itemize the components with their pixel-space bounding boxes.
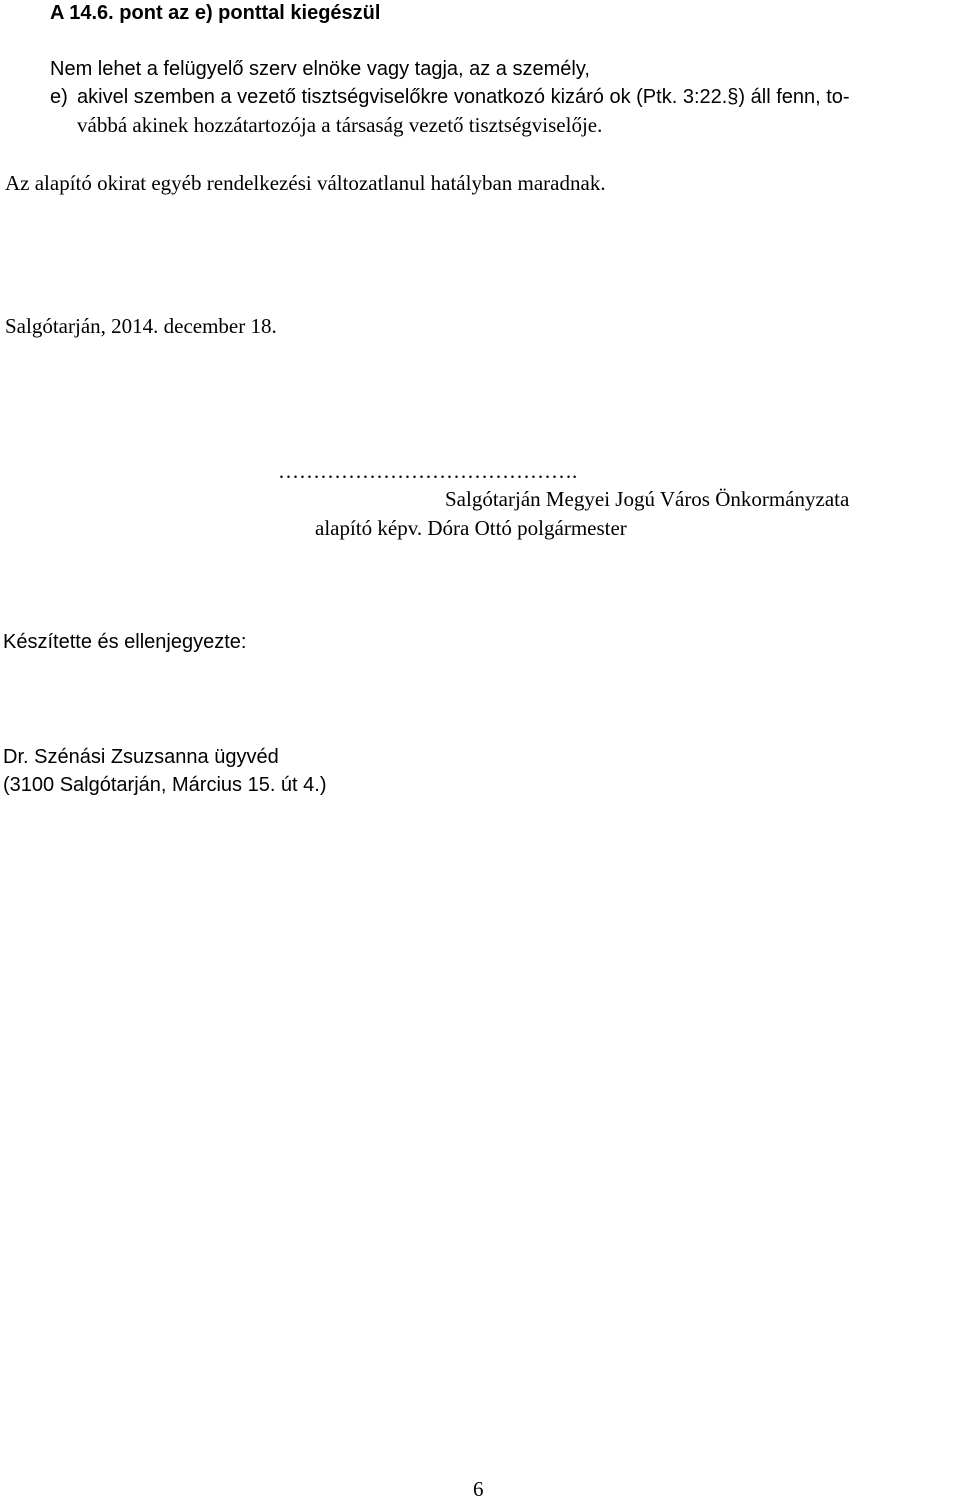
list-item-label: e): [50, 86, 68, 108]
paragraph: Az alapító okirat egyéb rendelkezési változatlanul hatályban maradnak.: [5, 171, 606, 195]
section-heading: A 14.6. pont az e) ponttal kiegészül: [50, 2, 381, 24]
signature-line: …………………………………….: [278, 459, 578, 483]
signature-representative: alapító képv. Dóra Ottó polgármester: [315, 516, 627, 540]
page-number: 6: [473, 1477, 484, 1501]
lawyer-name: Dr. Szénási Zsuzsanna ügyvéd: [3, 746, 279, 768]
paragraph-line: Nem lehet a felügyelő szerv elnöke vagy tagja, az a személy,: [50, 58, 590, 80]
lawyer-address: (3100 Salgótarján, Március 15. út 4.): [3, 774, 327, 796]
place-and-date: Salgótarján, 2014. december 18.: [5, 314, 277, 338]
paragraph-line: [77, 84, 850, 110]
prepared-by-label: Készítette és ellenjegyezte:: [3, 631, 247, 653]
list-item-text: akivel szemben a vezető tisztségviselőkre vonatkozó kizáró ok (Ptk. 3:22.§) áll fenn, to-: [77, 86, 850, 108]
paragraph-line: vábbá akinek hozzátartozója a társaság vezető tisztségviselője.: [77, 113, 603, 137]
signature-organization: Salgótarján Megyei Jogú Város Önkormányzata: [445, 487, 850, 511]
